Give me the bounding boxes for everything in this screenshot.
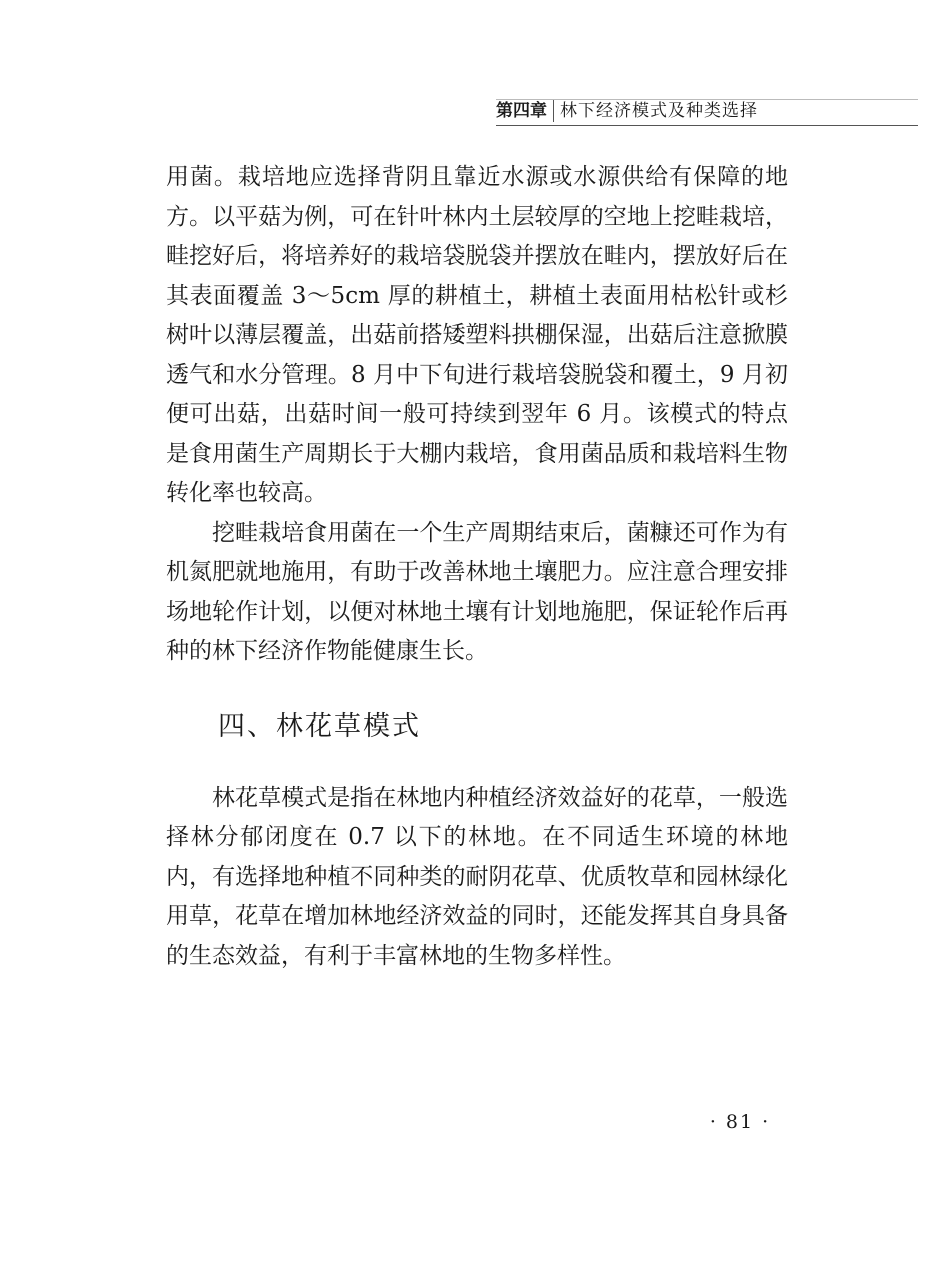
chapter-title: 林下经济模式及种类选择 [560,101,758,121]
paragraph-fungus-residue: 挖畦栽培食用菌在一个生产周期结束后，菌糠还可作为有机氮肥就地施用，有助于改善林地土壤肥力。应注意合理安排场地轮作计划，以便对林地土壤有计划地施肥，保证轮作后再种的林下经济作物能健康生长。 [166,519,788,664]
page-body [166,158,788,976]
paragraph-forest-flower-grass: 林花草模式是指在林地内种植经济效益好的花草，一般选择林分郁闭度在 0.7 以下的林地。在不同适生环境的林地内，有选择地种植不同种类的耐阴花草、优质牧草和园林绿化用草，花草在增加林地经济效益的同时，还能发挥其自身具备的生态效益，有利于丰富林地的生物多样性。 [166,784,788,969]
header-rule [496,99,918,100]
page-number: · 81 · [709,1111,771,1133]
paragraph-continued: 用菌。栽培地应选择背阴且靠近水源或水源供给有保障的地方。以平菇为例，可在针叶林内土层较厚的空地上挖畦栽培，畦挖好后，将培养好的栽培袋脱袋并摆放在畦内，摆放好后在其表面覆盖 3～5cm 厚的耕植土，耕植土表面用枯松针或杉树叶以薄层覆盖，出菇前搭矮塑料拱棚保湿，出菇后注意掀膜透气和水分管理。8 月中下旬进行栽培袋脱袋和覆土，9 月初便可出菇，出菇时间一般可持续到翌年 6 月。该模式的特点是食用菌生产周期长于大棚内栽培，食用菌品质和栽培料生物转化率也较高。 [166,164,788,506]
chapter-number: 第四章 [496,100,554,122]
running-header [496,97,918,126]
section-heading: 四、林花草模式 [218,710,421,742]
